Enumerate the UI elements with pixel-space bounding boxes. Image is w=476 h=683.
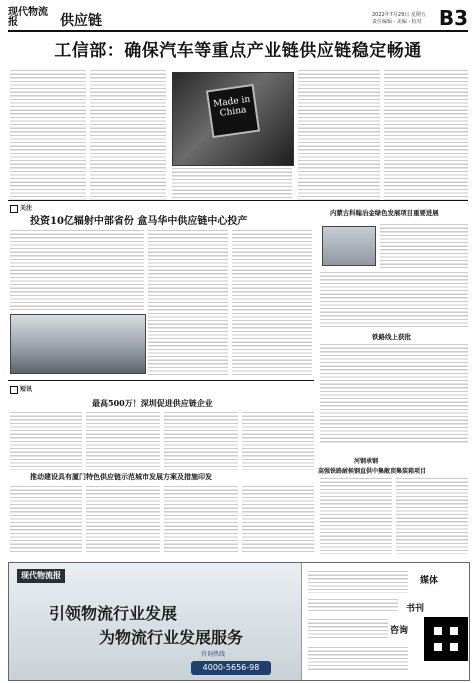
mongolia-headline: 内蒙古科翰冶金绿色发展项目重要进展 xyxy=(330,209,439,217)
xiamen-col-3 xyxy=(164,486,238,554)
advertisement-banner xyxy=(8,562,470,681)
editor-line: 责任编辑 · 美编 · 校对 xyxy=(372,19,422,25)
tag-box-icon xyxy=(10,205,18,213)
ad-services-text xyxy=(308,571,408,593)
brief-divider xyxy=(8,380,314,381)
chip-graphic: Made in China xyxy=(206,84,260,138)
hebei-col-1 xyxy=(320,478,392,554)
malaysia-col-2 xyxy=(148,230,228,376)
xiamen-headline: 推动建设具有厦门特色供应链示范城市发展方案及措施印发 xyxy=(30,472,212,481)
lead-column-4 xyxy=(298,70,380,200)
page-header xyxy=(8,8,468,32)
newspaper-logo: 现代物流报 xyxy=(8,7,48,28)
xiamen-col-2 xyxy=(86,486,160,554)
malaysia-col-3 xyxy=(232,230,312,376)
lead-headline: 工信部：确保汽车等重点产业链供应链稳定畅通 xyxy=(54,41,422,61)
section-divider xyxy=(8,200,468,201)
tag-box-icon-2 xyxy=(10,386,18,394)
malaysia-headline: 投资10亿辐射中部省份 盒马华中供应链中心投产 xyxy=(30,216,248,227)
shenzhen-headline: 最高500万！深圳促进供应链企业 xyxy=(92,398,213,408)
qr-code-icon xyxy=(424,617,468,661)
lead-column-5 xyxy=(384,70,468,200)
lead-column-2 xyxy=(90,70,166,200)
xiamen-col-1 xyxy=(10,486,82,554)
shenzhen-col-2 xyxy=(86,412,160,470)
focus-section-label: 关注 xyxy=(10,203,32,213)
plant-photo xyxy=(322,226,376,266)
ad-phone-label: 咨询热线 xyxy=(201,651,226,658)
xiamen-col-4 xyxy=(242,486,314,554)
ad-publish-text xyxy=(308,599,398,613)
hebei-region-label: 河钢承钢 xyxy=(354,458,379,465)
malaysia-col-1 xyxy=(10,230,144,310)
shenzhen-col-4 xyxy=(242,412,314,470)
ad-slogan-2: 为物流行业发展服务 xyxy=(99,628,244,647)
page-number: B3 xyxy=(438,6,468,30)
hebei-headline: 高强铁路耐候钢直供中集敞顶集装箱项目 xyxy=(318,468,427,475)
ad-phone: 4000-5656-98 xyxy=(191,661,271,675)
ad-contact-text xyxy=(308,647,408,671)
ad-consult-text xyxy=(308,619,388,639)
lead-column-3 xyxy=(172,168,292,200)
mongolia-col-main xyxy=(320,272,468,328)
warehouse-photo xyxy=(10,314,146,374)
ad-brand-consult: 咨询 xyxy=(390,626,409,636)
issue-date: 2022年7月29日 星期五 xyxy=(372,12,426,18)
brief-section-label: 短讯 xyxy=(10,384,32,394)
hebei-col-2 xyxy=(396,478,468,554)
lead-column-1 xyxy=(10,70,86,200)
mongolia-col-side xyxy=(380,224,468,268)
shenzhen-col-1 xyxy=(10,412,82,470)
ad-badge: 现代物流报 xyxy=(17,569,65,583)
made-in-china-photo xyxy=(172,72,294,166)
ad-brand-media: 媒体 xyxy=(420,576,439,586)
ad-slogan-1: 引领物流行业发展 xyxy=(49,604,178,623)
railway-headline: 铁路线上获批 xyxy=(372,333,411,341)
section-title: 供应链 xyxy=(60,13,102,29)
ad-brand-books: 书刊 xyxy=(406,604,425,614)
railway-col xyxy=(320,344,468,444)
ad-right-panel xyxy=(301,563,470,680)
shenzhen-col-3 xyxy=(164,412,238,470)
ad-left-panel xyxy=(9,563,301,680)
